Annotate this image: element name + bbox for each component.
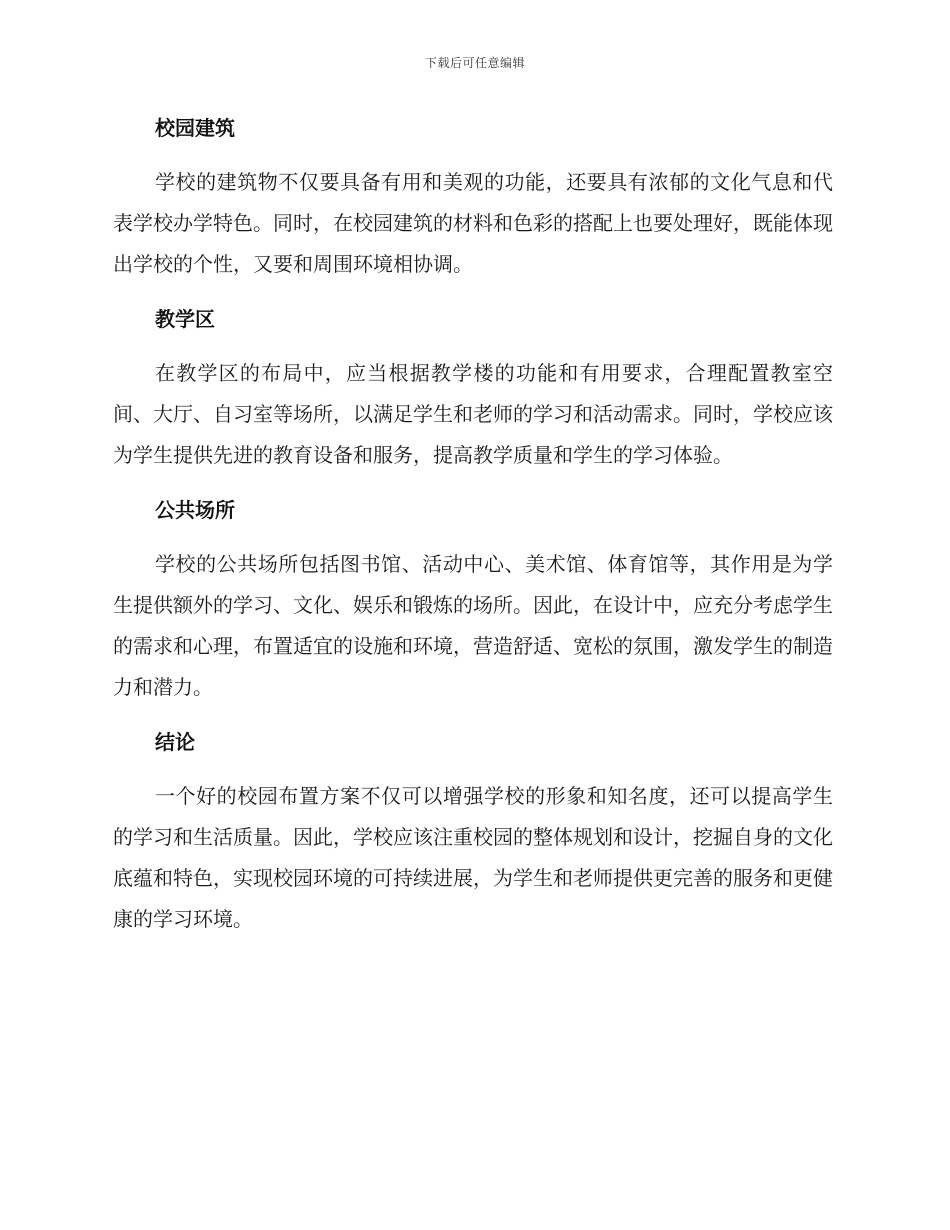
section-heading: 结论 bbox=[155, 730, 195, 754]
section-teaching-area bbox=[113, 299, 833, 476]
section-heading: 公共场所 bbox=[155, 498, 235, 522]
section-campus-buildings bbox=[113, 108, 833, 285]
section-public-places bbox=[113, 490, 833, 708]
section-paragraph: 学校的建筑物不仅要具备有用和美观的功能，还要具有浓郁的文化气息和代表学校办学特色。同时，在校园建筑的材料和色彩的搭配上也要处理好，既能体现出学校的个性，又要和周围环境相协调。 bbox=[113, 170, 833, 276]
section-paragraph: 学校的公共场所包括图书馆、活动中心、美术馆、体育馆等，其作用是为学生提供额外的学习、文化、娱乐和锻炼的场所。因此，在设计中，应充分考虑学生的需求和心理，布置适宜的设施和环境，营造舒适、宽松的氛围，激发学生的制造力和潜力。 bbox=[113, 552, 833, 699]
section-paragraph: 在教学区的布局中，应当根据教学楼的功能和有用要求，合理配置教室空间、大厅、自习室等场所，以满足学生和老师的学习和活动需求。同时，学校应该为学生提供先进的教育设备和服务，提高教学质量和学生的学习体验。 bbox=[113, 361, 833, 467]
header-note: 下载后可任意编辑 bbox=[424, 56, 525, 70]
document-content bbox=[113, 108, 833, 954]
section-heading: 教学区 bbox=[155, 307, 215, 331]
section-conclusion bbox=[113, 722, 833, 940]
section-heading: 校园建筑 bbox=[155, 116, 235, 140]
section-paragraph: 一个好的校园布置方案不仅可以增强学校的形象和知名度，还可以提高学生的学习和生活质量。因此，学校应该注重校园的整体规划和设计，挖掘自身的文化底蕴和特色，实现校园环境的可持续进展，为学生和老师提供更完善的服务和更健康的学习环境。 bbox=[113, 784, 833, 931]
